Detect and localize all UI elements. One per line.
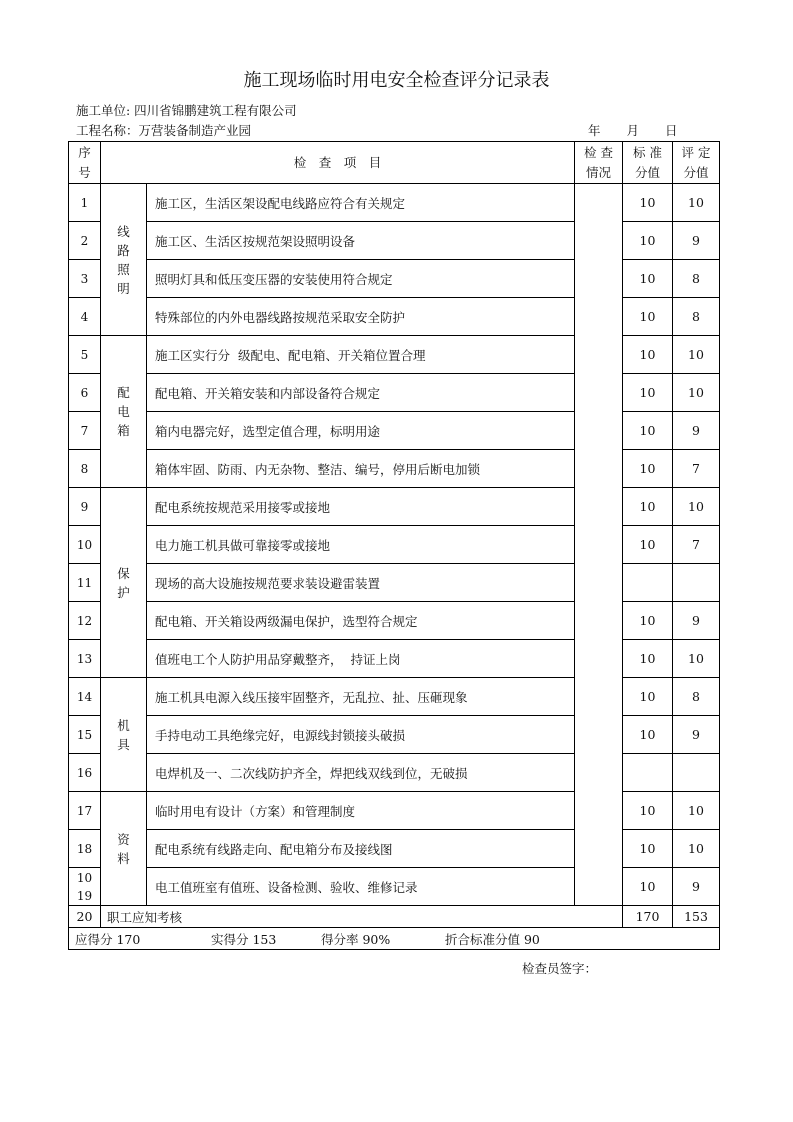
row-score: 9: [673, 602, 720, 640]
table-row: [69, 336, 720, 374]
row-score: 10: [673, 374, 720, 412]
category-label: [101, 184, 147, 336]
row-item: 电力施工机具做可靠接零或接地: [147, 526, 575, 564]
construction-unit: 施工单位: 四川省锦鹏建筑工程有限公司: [76, 103, 297, 118]
table-row: [69, 298, 720, 336]
category-text: 资料: [117, 831, 130, 866]
row-std: 10: [623, 412, 673, 450]
inspector-signature: 检查员签字：: [522, 961, 598, 976]
row-item: 照明灯具和低压变压器的安装使用符合规定: [147, 260, 575, 298]
row-std: [623, 564, 673, 602]
row-score: 10: [673, 830, 720, 868]
row-std: 170: [623, 906, 673, 928]
row-score: 8: [673, 260, 720, 298]
category-label: [101, 336, 147, 488]
row-std: 10: [623, 222, 673, 260]
page-title: 施工现场临时用电安全检查评分记录表: [243, 70, 550, 91]
table-row: [69, 260, 720, 298]
category-text: 线路照明: [117, 223, 130, 296]
row-std: 10: [623, 678, 673, 716]
should-score: 应得分 170: [75, 931, 141, 947]
row-score: 10: [673, 184, 720, 222]
table-row: [69, 678, 720, 716]
table-row: [69, 602, 720, 640]
table-row: [69, 222, 720, 260]
row-item: 配电箱、开关箱设两级漏电保护，选型符合规定: [147, 602, 575, 640]
row-seq: 20: [69, 906, 101, 928]
project-name: 工程名称：万营装备制造产业园: [76, 123, 252, 138]
header-item: 检 查 项 目: [101, 142, 575, 184]
row-std: 10: [623, 526, 673, 564]
row-seq: 15: [69, 716, 101, 754]
row-item: 配电系统按规范采用接零或接地: [147, 488, 575, 526]
row-item: 特殊部位的内外电器线路按规范采取安全防护: [147, 298, 575, 336]
row-std: 10: [623, 488, 673, 526]
row-std: 10: [623, 336, 673, 374]
row-std: 10: [623, 602, 673, 640]
row-item: 临时用电有设计（方案）和管理制度: [147, 792, 575, 830]
row-std: 10: [623, 716, 673, 754]
category-text: 配电箱: [117, 385, 130, 438]
table-row: [69, 792, 720, 830]
row-seq: 1: [69, 184, 101, 222]
row-std: 10: [623, 184, 673, 222]
row-seq: 8: [69, 450, 101, 488]
row-item: 施工区，生活区架设配电线路应符合有关规定: [147, 184, 575, 222]
row-score: [673, 754, 720, 792]
row-seq: 18: [69, 830, 101, 868]
row-seq: 13: [69, 640, 101, 678]
header-std: 标 准 分值: [623, 142, 673, 184]
row-seq: 10: [69, 526, 101, 564]
row-item: 配电箱、开关箱安装和内部设备符合规定: [147, 374, 575, 412]
table-row: [69, 526, 720, 564]
row-seq: 6: [69, 374, 101, 412]
date-field: 年 月 日: [588, 123, 678, 138]
table-row: [69, 450, 720, 488]
row-seq: 12: [69, 602, 101, 640]
row-seq: 2: [69, 222, 101, 260]
row-std: 10: [623, 298, 673, 336]
row-item: 施工区实行分 级配电、配电箱、开关箱位置合理: [147, 336, 575, 374]
category-label: [101, 792, 147, 906]
table-row: [69, 184, 720, 222]
row-score: 9: [673, 868, 720, 906]
row-item: 手持电动工具绝缘完好，电源线封锁接头破损: [147, 716, 575, 754]
row-score: 10: [673, 336, 720, 374]
row-score: 8: [673, 298, 720, 336]
row-std: 10: [623, 868, 673, 906]
row-score: 7: [673, 450, 720, 488]
table-row-20: [69, 906, 720, 928]
table-row: [69, 716, 720, 754]
row-std: 10: [623, 450, 673, 488]
row-item: 值班电工个人防护用品穿戴整齐， 持证上岗: [147, 640, 575, 678]
row-seq: 11: [69, 564, 101, 602]
row-score: 10: [673, 640, 720, 678]
header-check: 检 查 情况: [575, 142, 623, 184]
category-label: [101, 488, 147, 678]
category-text: 机具: [117, 717, 130, 752]
summary-cell: [69, 928, 720, 950]
table-row: [69, 640, 720, 678]
row-seq: 14: [69, 678, 101, 716]
row-item: 施工区、生活区按规范架设照明设备: [147, 222, 575, 260]
table-row: [69, 488, 720, 526]
row-score: 9: [673, 412, 720, 450]
row-item: 箱体牢固、防雨、内无杂物、整洁、编号，停用后断电加锁: [147, 450, 575, 488]
row-seq: 4: [69, 298, 101, 336]
row-seq: 17: [69, 792, 101, 830]
row-seq: 9: [69, 488, 101, 526]
row-score: 8: [673, 678, 720, 716]
row-std: 10: [623, 260, 673, 298]
actual-score: 实得分 153: [211, 931, 277, 947]
row-score: 9: [673, 716, 720, 754]
row-std: [623, 754, 673, 792]
row-item: 电焊机及一、二次线防护齐全，焊把线双线到位，无破损: [147, 754, 575, 792]
row-item: 配电系统有线路走向、配电箱分布及接线图: [147, 830, 575, 868]
row-score: 9: [673, 222, 720, 260]
row-score: 10: [673, 488, 720, 526]
row-seq: 7: [69, 412, 101, 450]
check-status-cell: [575, 184, 623, 906]
table-row: [69, 412, 720, 450]
category-label: [101, 678, 147, 792]
table-row: [69, 374, 720, 412]
row-std: 10: [623, 374, 673, 412]
row-std: 10: [623, 640, 673, 678]
row-score: 153: [673, 906, 720, 928]
row-item: 电工值班室有值班、设备检测、验收、维修记录: [147, 868, 575, 906]
converted-score: 折合标准分值 90: [445, 931, 540, 947]
header-seq: 序号: [69, 142, 101, 184]
table-row: [69, 830, 720, 868]
header-score: 评 定 分值: [673, 142, 720, 184]
table-row: [69, 868, 720, 906]
row-item: 职工应知考核: [101, 906, 623, 928]
row-seq: 3: [69, 260, 101, 298]
row-score: [673, 564, 720, 602]
row-seq: 10 19: [69, 868, 101, 906]
category-text: 保护: [117, 565, 130, 600]
row-std: 10: [623, 830, 673, 868]
summary-row: [69, 928, 720, 950]
table-row: [69, 754, 720, 792]
row-item: 施工机具电源入线压接牢固整齐，无乱拉、扯、压砸现象: [147, 678, 575, 716]
row-item: 箱内电器完好，选型定值合理，标明用途: [147, 412, 575, 450]
inspection-table: [68, 141, 720, 950]
row-std: 10: [623, 792, 673, 830]
row-seq: 5: [69, 336, 101, 374]
row-score: 10: [673, 792, 720, 830]
score-rate: 得分率 90%: [321, 931, 391, 947]
table-row: [69, 564, 720, 602]
row-seq: 16: [69, 754, 101, 792]
row-score: 7: [673, 526, 720, 564]
row-item: 现场的高大设施按规范要求装设避雷装置: [147, 564, 575, 602]
